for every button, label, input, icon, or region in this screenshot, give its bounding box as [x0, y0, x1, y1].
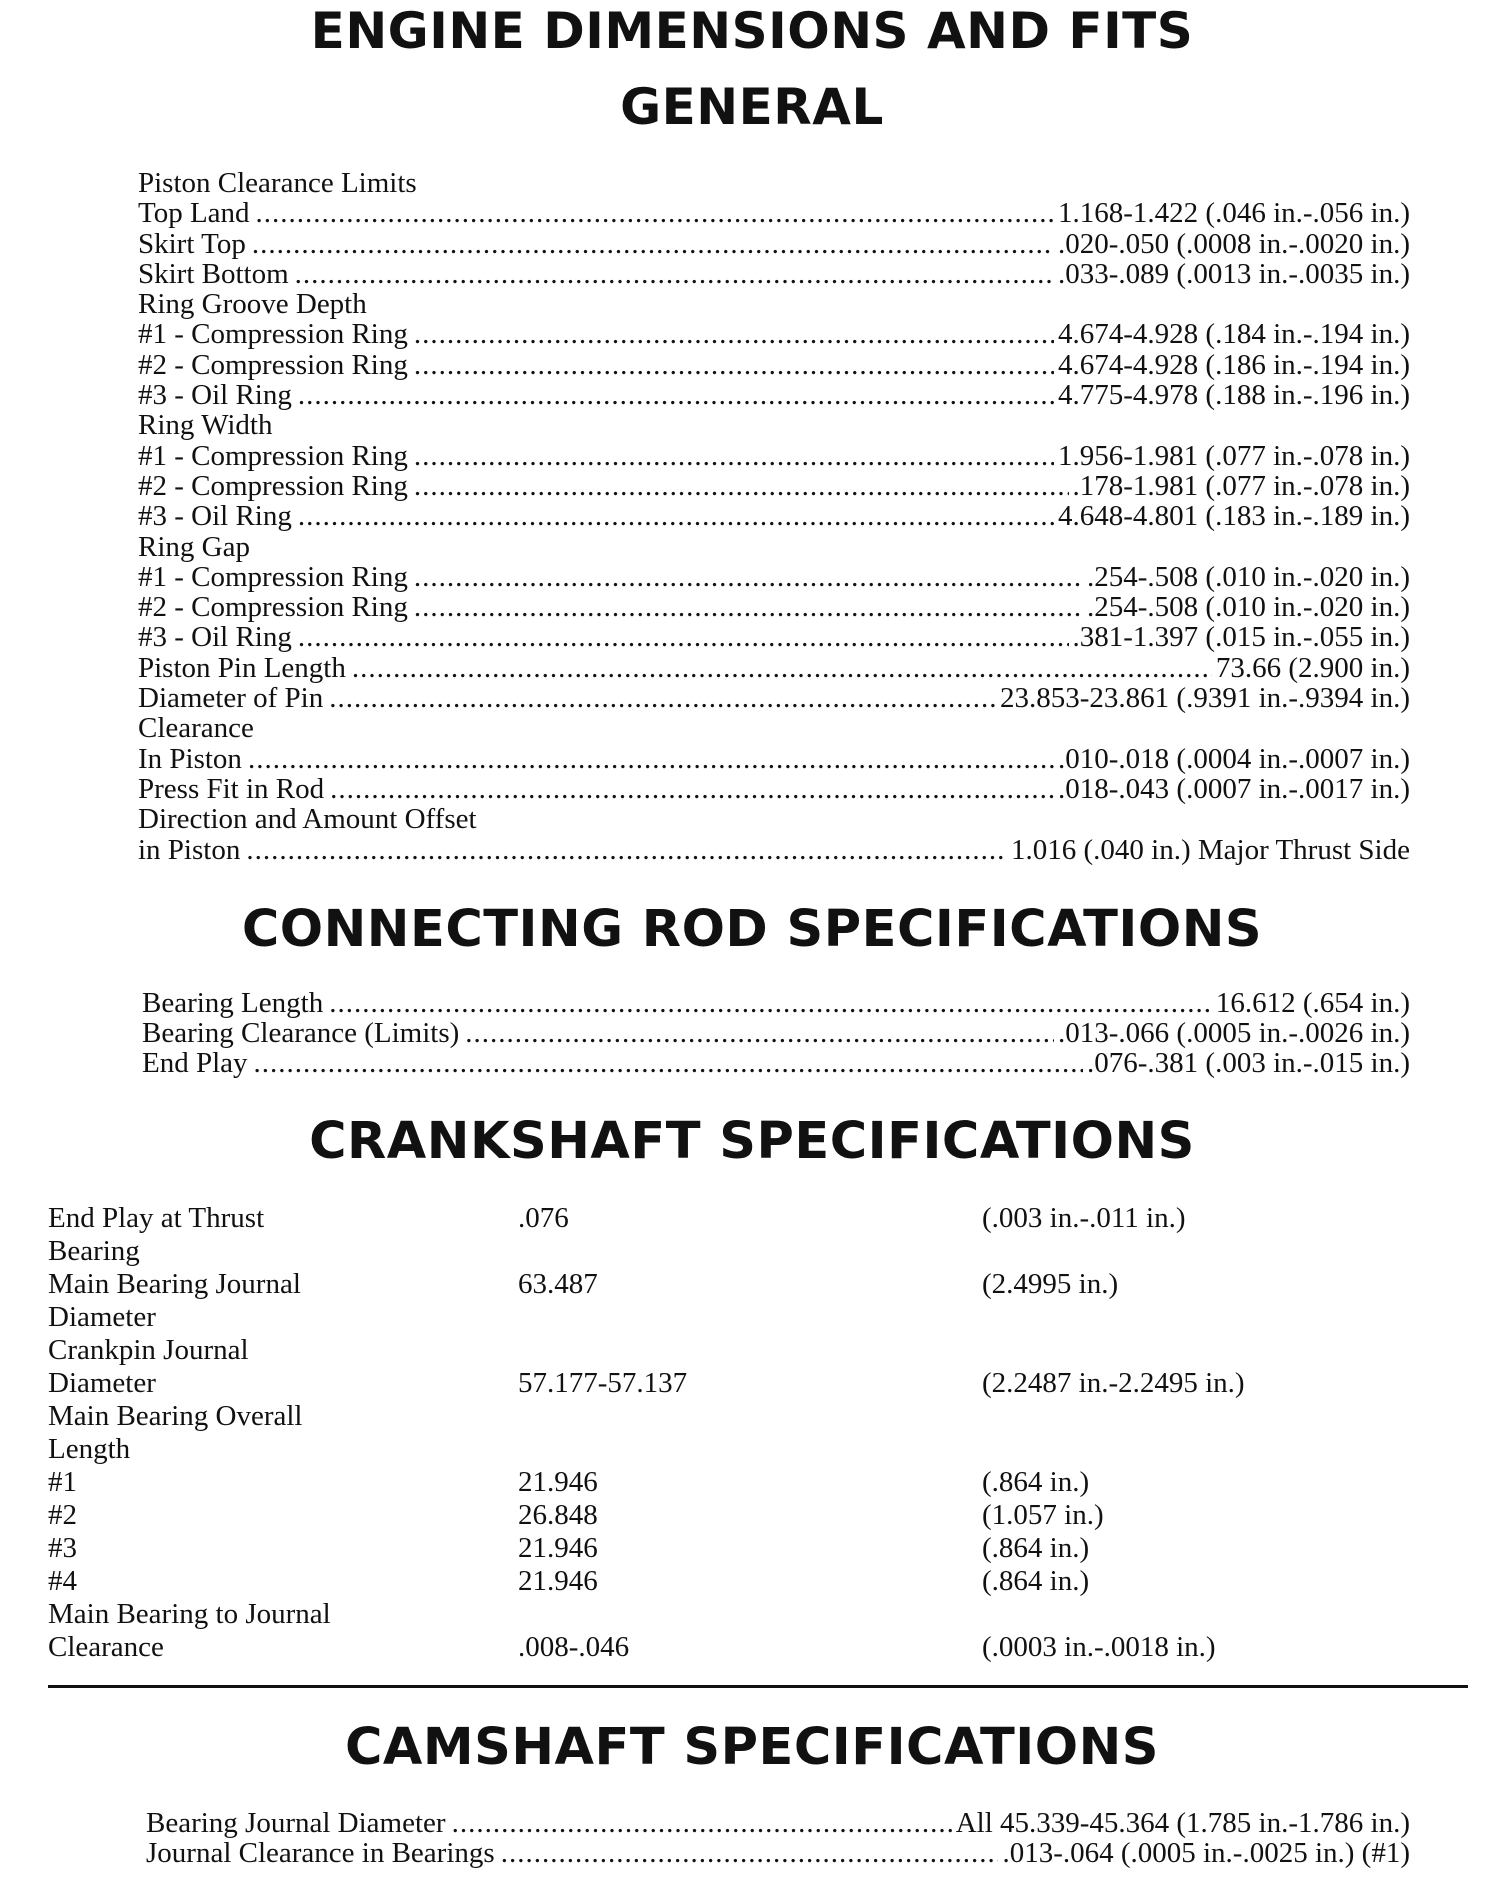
spec-label: #1 - Compression Ring [138, 319, 408, 350]
page-title: ENGINE DIMENSIONS AND FITS [310, 2, 1194, 60]
inch-value: (1.057 in.) [982, 1499, 1104, 1531]
spec-line [142, 1048, 1410, 1078]
spec-label: Top Land [138, 198, 250, 229]
spec-line [146, 1838, 1410, 1868]
table-row [48, 1466, 1468, 1499]
spec-value: .254-.508 (.010 in.-.020 in.) [1087, 561, 1410, 593]
row-label-text: Main Bearing Journal [48, 1268, 301, 1300]
dot-leader [246, 835, 1007, 865]
general-spec-list [138, 168, 1410, 865]
dot-leader [330, 774, 1054, 804]
metric-value: 63.487 [518, 1268, 598, 1300]
table-row [48, 1202, 1468, 1268]
spec-group-label: Ring Width [138, 410, 273, 441]
spec-line [138, 229, 1410, 259]
spec-line [138, 380, 1410, 410]
spec-label: Skirt Top [138, 228, 246, 259]
spec-label: Bearing Clearance (Limits) [142, 1018, 460, 1048]
camshaft-spec-list [146, 1808, 1410, 1868]
spec-label: in Piston [138, 834, 241, 865]
table-row [48, 1400, 1468, 1466]
inch-value: (.864 in.) [982, 1565, 1090, 1597]
row-label [48, 1202, 1186, 1235]
spec-label: #2 - Compression Ring [138, 592, 408, 623]
spec-value: 23.853-23.861 (.9391 in.-.9394 in.) [1000, 683, 1410, 714]
spec-label: End Play [142, 1048, 248, 1078]
camshaft-heading: CAMSHAFT SPECIFICATIONS [344, 1718, 1160, 1777]
inch-value: (.864 in.) [982, 1532, 1090, 1564]
row-label [48, 1466, 1090, 1499]
inch-value: (.864 in.) [982, 1466, 1090, 1498]
metric-value: 57.177-57.137 [518, 1367, 688, 1399]
spec-line [138, 501, 1410, 531]
dot-leader [414, 471, 1069, 501]
spec-value: 4.674-4.928 (.184 in.-.194 in.) [1058, 319, 1410, 350]
metric-value: 21.946 [518, 1466, 598, 1498]
connecting-rod-heading: CONNECTING ROD SPECIFICATIONS [241, 900, 1263, 959]
dot-leader [298, 622, 1069, 652]
spec-line [138, 198, 1410, 228]
spec-line [138, 471, 1410, 501]
spec-line [138, 653, 1410, 683]
spec-value: 1.016 (.040 in.) Major Thrust Side [1011, 834, 1410, 865]
inch-value: (2.2487 in.-2.2495 in.) [982, 1367, 1245, 1399]
spec-value: .018-.043 (.0007 in.-.0017 in.) [1058, 773, 1410, 805]
spec-value: 4.648-4.801 (.183 in.-.189 in.) [1058, 501, 1410, 532]
row-label-text: End Play at Thrust [48, 1202, 265, 1234]
spec-group-label: Ring Gap [138, 531, 250, 562]
dot-leader [298, 501, 1054, 531]
spec-line [138, 562, 1410, 592]
dot-leader [452, 1808, 952, 1838]
dot-leader [352, 653, 1212, 683]
spec-value: .010-.018 (.0004 in.-.0007 in.) [1058, 743, 1410, 774]
spec-value: .020-.050 (.0008 in.-.0020 in.) [1058, 228, 1410, 259]
spec-line [142, 1018, 1410, 1048]
spec-label: Bearing Length [142, 988, 324, 1018]
dot-leader [254, 1048, 1083, 1078]
spec-line [138, 592, 1410, 622]
table-row [48, 1565, 1468, 1598]
row-label-text: Diameter [48, 1367, 156, 1399]
spec-line [138, 350, 1410, 380]
spec-line [138, 835, 1410, 865]
spec-label: Journal Clearance in Bearings [146, 1838, 495, 1868]
connecting-rod-spec-list [142, 988, 1410, 1078]
row-label: Length [48, 1433, 131, 1465]
inch-value: (.0003 in.-.0018 in.) [982, 1631, 1216, 1663]
row-label: Bearing [48, 1235, 140, 1267]
inch-value: (2.4995 in.) [982, 1268, 1119, 1300]
spec-value: 1.168-1.422 (.046 in.-.056 in.) [1058, 198, 1410, 229]
metric-value: 21.946 [518, 1565, 598, 1597]
spec-label: #3 - Oil Ring [138, 622, 292, 653]
spec-line [138, 744, 1410, 774]
row-label: Diameter [48, 1301, 156, 1333]
spec-value: 4.674-4.928 (.186 in.-.194 in.) [1058, 349, 1410, 381]
dot-leader [414, 441, 1054, 471]
row-label-text: #2 [48, 1499, 77, 1531]
spec-line [138, 622, 1410, 652]
dot-leader [465, 1018, 1054, 1048]
spec-label: Bearing Journal Diameter [146, 1808, 446, 1838]
dot-leader [414, 319, 1054, 349]
metric-value: 26.848 [518, 1499, 598, 1531]
dot-leader [414, 562, 1083, 592]
dot-leader [295, 259, 1054, 289]
row-label [48, 1631, 1216, 1664]
spec-label: Press Fit in Rod [138, 773, 325, 805]
spec-label: #1 - Compression Ring [138, 561, 408, 593]
row-label [48, 1565, 1090, 1598]
row-label-text: #4 [48, 1565, 77, 1597]
row-label [48, 1367, 1245, 1400]
spec-value: .013-.066 (.0005 in.-.0026 in.) [1058, 1018, 1410, 1048]
row-label: Crankpin Journal [48, 1334, 249, 1366]
table-row [48, 1334, 1468, 1400]
spec-label: #3 - Oil Ring [138, 501, 292, 532]
row-label: Main Bearing to Journal [48, 1598, 331, 1630]
spec-label: Piston Pin Length [138, 652, 346, 684]
metric-value: .008-.046 [518, 1631, 630, 1663]
spec-group-label: Piston Clearance Limits [138, 168, 417, 199]
dot-leader [414, 350, 1054, 380]
spec-group-label: Ring Groove Depth [138, 289, 367, 320]
spec-label: Diameter of Pin [138, 683, 324, 714]
dot-leader [329, 683, 996, 713]
spec-label: In Piston [138, 743, 242, 774]
dot-leader [252, 229, 1054, 259]
general-heading: GENERAL [620, 78, 884, 136]
row-label [48, 1268, 1119, 1301]
inch-value: (.003 in.-.011 in.) [982, 1202, 1186, 1234]
row-label-text: Clearance [48, 1631, 164, 1663]
spec-value: 73.66 (2.900 in.) [1215, 652, 1410, 684]
spec-line [138, 683, 1410, 713]
row-label [48, 1532, 1090, 1565]
spec-value: .254-.508 (.010 in.-.020 in.) [1087, 592, 1410, 623]
metric-value: .076 [518, 1202, 569, 1234]
spec-value: .178-1.981 (.077 in.-.078 in.) [1072, 470, 1410, 502]
spec-group-label: Clearance [138, 713, 254, 744]
spec-value: 16.612 (.654 in.) [1215, 988, 1410, 1018]
spec-value: 1.956-1.981 (.077 in.-.078 in.) [1058, 440, 1410, 471]
spec-value: .076-.381 (.003 in.-.015 in.) [1087, 1048, 1410, 1078]
dot-leader [256, 198, 1054, 228]
spec-line [146, 1808, 1410, 1838]
spec-line [138, 441, 1410, 471]
spec-label: #2 - Compression Ring [138, 349, 408, 381]
dot-leader [501, 1838, 999, 1868]
dot-leader [329, 988, 1212, 1018]
section-divider [48, 1685, 1468, 1688]
table-row [48, 1532, 1468, 1565]
spec-label: #2 - Compression Ring [138, 470, 408, 502]
spec-group-label: Direction and Amount Offset [138, 804, 477, 835]
spec-label: Skirt Bottom [138, 258, 289, 290]
spec-line [138, 774, 1410, 804]
spec-value: .013-.064 (.0005 in.-.0025 in.) (#1) [1002, 1838, 1410, 1868]
dot-leader [248, 744, 1054, 774]
row-label: Main Bearing Overall [48, 1400, 303, 1432]
dot-leader [298, 380, 1054, 410]
spec-label: #1 - Compression Ring [138, 440, 408, 471]
crankshaft-heading: CRANKSHAFT SPECIFICATIONS [309, 1112, 1195, 1171]
spec-line [138, 259, 1410, 289]
table-row [48, 1598, 1468, 1664]
spec-line [142, 988, 1410, 1018]
spec-value: .033-.089 (.0013 in.-.0035 in.) [1058, 258, 1410, 290]
spec-label: #3 - Oil Ring [138, 380, 292, 411]
spec-line [138, 319, 1410, 349]
spec-value: All 45.339-45.364 (1.785 in.-1.786 in.) [955, 1808, 1410, 1838]
table-row [48, 1268, 1468, 1334]
crankshaft-spec-table [48, 1202, 1468, 1664]
row-label [48, 1499, 1104, 1532]
row-label-text: #1 [48, 1466, 77, 1498]
table-row [48, 1499, 1468, 1532]
dot-leader [414, 592, 1083, 622]
spec-value: .381-1.397 (.015 in.-.055 in.) [1072, 622, 1410, 653]
row-label-text: #3 [48, 1532, 77, 1564]
spec-value: 4.775-4.978 (.188 in.-.196 in.) [1058, 380, 1410, 411]
metric-value: 21.946 [518, 1532, 598, 1564]
